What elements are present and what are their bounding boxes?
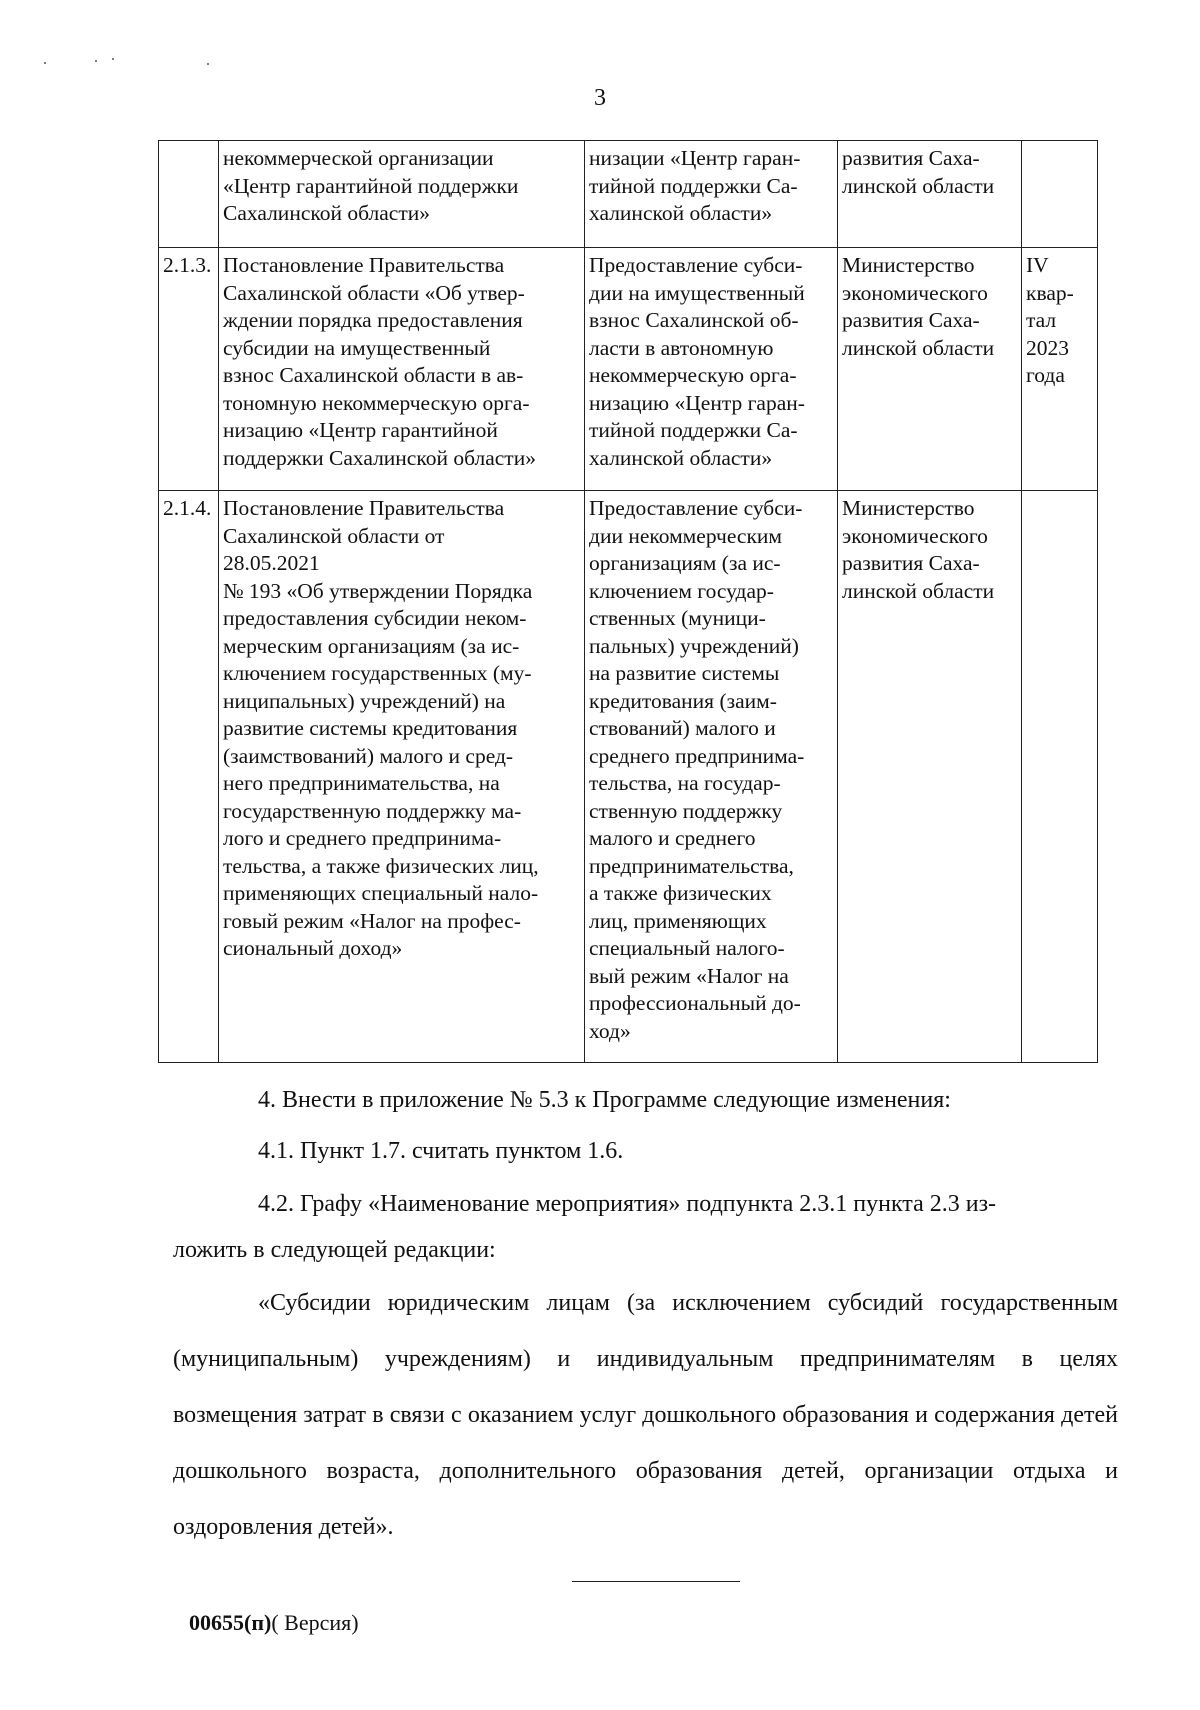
cell-document: Постановление Правительства Сахалинской области от 28.05.2021 № 193 «Об утверждении Порядка предоставления субсидии неком- мерческим организациям (за ис- ключением государственных (му- ниципальных) учреждений) на развитие системы кредитования (заимствований) малого и сред- него предпринимательства, на государственную поддержку ма- лого и среднего предпринима- тельства, а также физических лиц, применяющих специальный нало- говый режим «Налог на профес- сиональный доход» xyxy=(219,491,585,1063)
cell-purpose: Предоставление субси- дии некоммерческим организациям (за ис- ключением государ- ственных (муници- пальных) учреждений) на развитие системы кредитования (заим- ствований) малого и среднего предпринима- тельства, на государ- ственную поддержку малого и среднего предпринимательства, а также физических лиц, применяющих специальный налого- вый режим «Налог на профессиональный до- ход» xyxy=(585,491,838,1063)
measures-table xyxy=(158,140,1098,1063)
cell-document: Постановление Правительства Сахалинской области «Об утвер- ждении порядка предоставления субсидии на имущественный взнос Сахалинской области в ав- тономную некоммерческую орга- низацию «Центр гарантийной поддержки Сахалинской области» xyxy=(219,248,585,491)
table-row xyxy=(159,491,1098,1063)
cell-purpose: низации «Центр гаран- тийной поддержки Са- халинской области» xyxy=(585,141,838,248)
cell-purpose: Предоставление субси- дии на имущественный взнос Сахалинской об- ласти в автономную некоммерческую орга- низацию «Центр гаран- тийной поддержки Са- халинской области» xyxy=(585,248,838,491)
item-4-2-line-2: ложить в следующей редакции: xyxy=(173,1237,496,1263)
footer-document-code xyxy=(189,1610,359,1636)
document-version: ( Версия) xyxy=(271,1610,359,1635)
page-number: 3 xyxy=(594,85,606,111)
cell-deadline xyxy=(1022,491,1098,1063)
table-row xyxy=(159,248,1098,491)
new-wording-quote: «Субсидии юридическим лицам (за исключением субсидий государственным (муниципальным) учреждениям) и индивидуальным предпринимателям в целях возмещения затрат в связи с оказанием услуг дошкольного образования и содержания детей дошкольного возраста, дополнительного образования детей, организации отдыха и оздоровления детей». xyxy=(173,1290,1118,1540)
item-4: 4. Внести в приложение № 5.3 к Программе следующие изменения: xyxy=(258,1087,951,1113)
cell-number xyxy=(159,141,219,248)
cell-number: 2.1.3. xyxy=(159,248,219,491)
document-code: 00655(п) xyxy=(189,1610,272,1635)
separator-line xyxy=(572,1581,740,1582)
item-4-1: 4.1. Пункт 1.7. считать пунктом 1.6. xyxy=(258,1138,624,1164)
cell-responsible: Министерство экономического развития Саха- линской области xyxy=(838,248,1022,491)
cell-deadline xyxy=(1022,141,1098,248)
cell-number: 2.1.4. xyxy=(159,491,219,1063)
cell-responsible: Министерство экономического развития Саха- линской области xyxy=(838,491,1022,1063)
cell-document: некоммерческой организации «Центр гарантийной поддержки Сахалинской области» xyxy=(219,141,585,248)
item-4-2-line-1: 4.2. Графу «Наименование мероприятия» подпункта 2.3.1 пункта 2.3 из- xyxy=(258,1191,997,1217)
cell-responsible: развития Саха- линской области xyxy=(838,141,1022,248)
table-row xyxy=(159,141,1098,248)
cell-deadline: IV квар- тал 2023 года xyxy=(1022,248,1098,491)
